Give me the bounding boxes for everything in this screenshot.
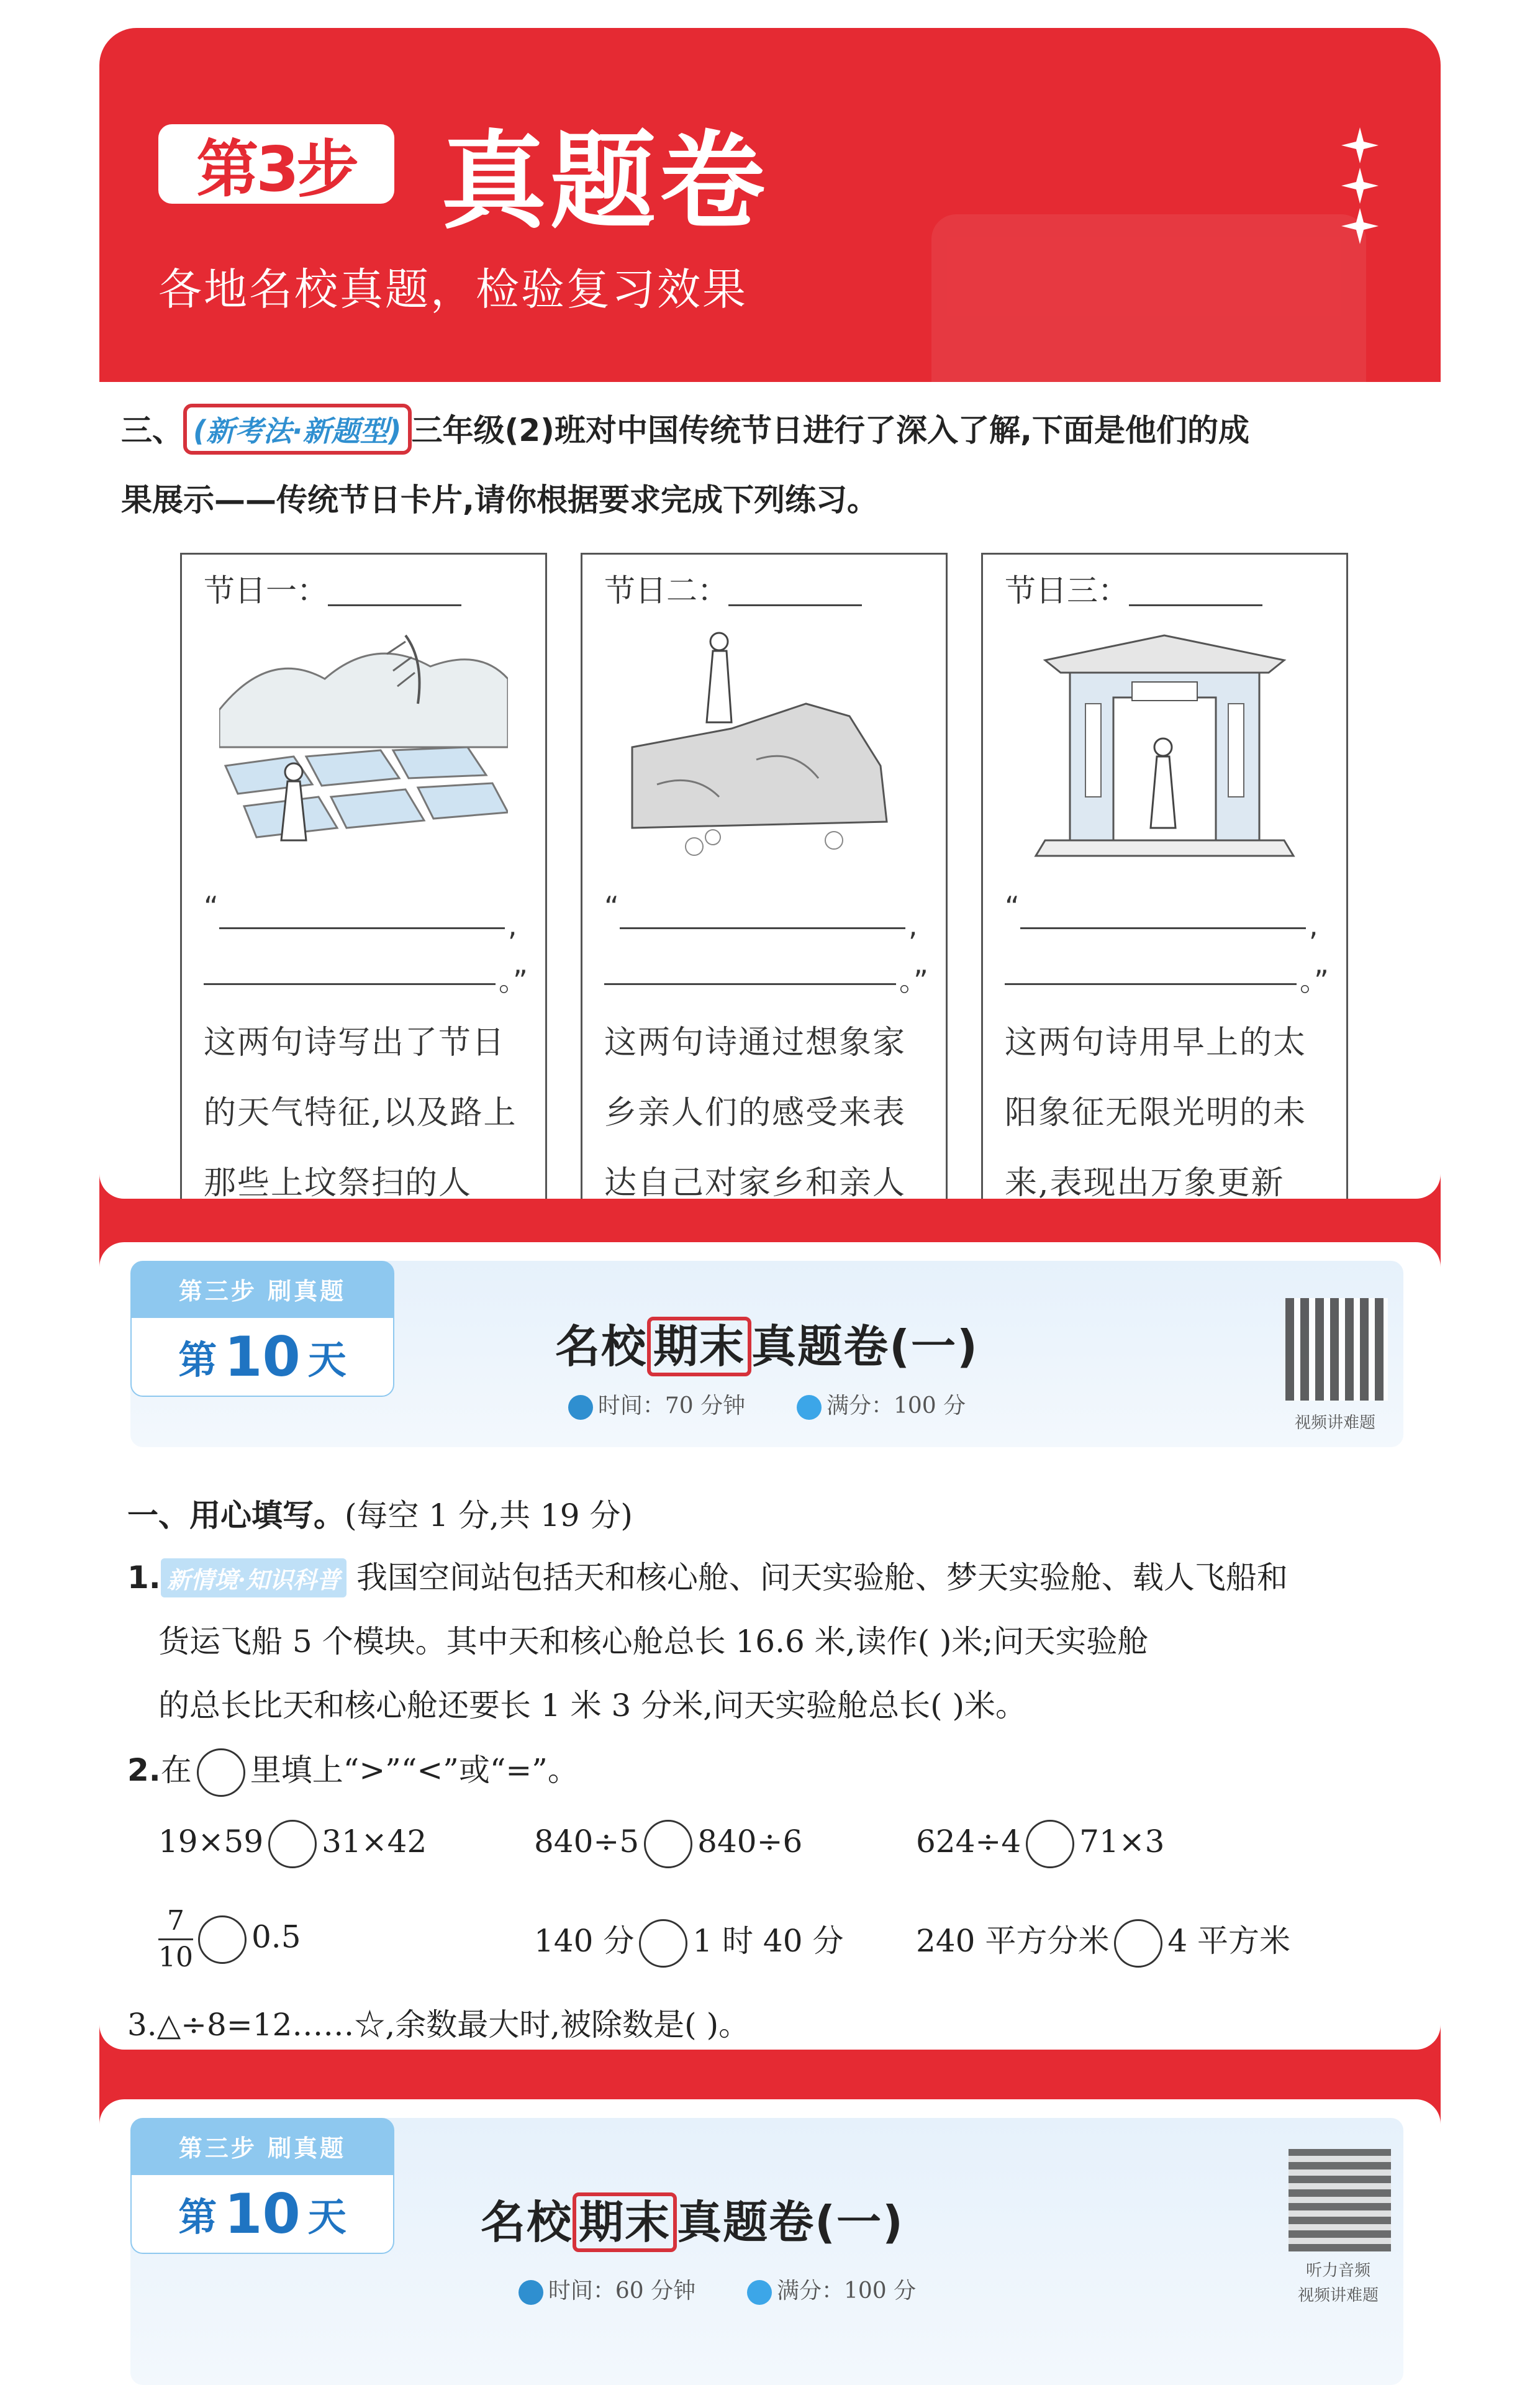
exam-meta: 时间：70 分钟 满分：100 分: [130, 1388, 1403, 1420]
compare-circle[interactable]: [639, 1919, 687, 1968]
clock-icon: [519, 2280, 543, 2305]
festival-description: 这两句诗写出了节日的天气特征,以及路上那些上坟祭扫的人: [204, 1024, 517, 1199]
question-1-line2: 货运飞船 5 个模块。其中天和核心舱总长 16.6 米,读作( )米;问天实验舱: [158, 1624, 1149, 1660]
step-label: 第三步 刷真题: [130, 2118, 394, 2174]
compare-item: 840÷5 840÷6: [534, 1820, 802, 1868]
exam-title: 名校 期末 真题卷(一): [130, 1311, 1403, 1375]
sparkle-icon: [1335, 124, 1385, 248]
festival-description: 这两句诗用早上的太阳象征无限光明的未来,表现出万象更新: [1005, 1024, 1307, 1199]
step-label: 第三步 刷真题: [130, 1261, 394, 1317]
festival-description: 这两句诗通过想象家乡亲人们的感受来表达自己对家乡和亲人: [604, 1024, 907, 1199]
hero-subtitle: 各地名校真题，检验复习效果: [158, 264, 748, 315]
poem-blank-1[interactable]: [219, 927, 505, 929]
question-intro-line1: 三、 (新考法·新题型) 三年级(2)班对中国传统节日进行了深入了解,下面是他们的成: [121, 404, 1249, 455]
poem-blank-2[interactable]: [604, 983, 896, 985]
exam-paper-card-1: [99, 1242, 1441, 2050]
answer-blank[interactable]: [1129, 604, 1262, 606]
day-number: 第 10 天: [130, 2174, 394, 2254]
compare-circle[interactable]: [268, 1820, 317, 1868]
question-3: 3.△÷8=12……☆,余数最大时,被除数是( )。: [127, 2007, 750, 2043]
compare-circle[interactable]: [1114, 1919, 1162, 1968]
question-1-line3: 的总长比天和核心舱还要长 1 米 3 分米,问天实验舱总长( )米。: [158, 1688, 1026, 1724]
qr-code-icon[interactable]: [1289, 2149, 1391, 2251]
answer-blank[interactable]: [728, 604, 862, 606]
festival-card-3: 节日三： “ , 。” 这两句诗用早上的太阳象征无限光明的未来,表现出万象更新: [981, 553, 1348, 1199]
compare-item: 240 平方分米 4 平方米: [916, 1916, 1290, 1968]
compare-circle: [197, 1748, 245, 1797]
compare-item: 624÷4 71×3: [916, 1820, 1164, 1868]
compare-item: 140 分 1 时 40 分: [534, 1916, 843, 1968]
exam-header: [130, 2118, 1403, 2385]
person-icon: [747, 2280, 772, 2305]
exam-meta: 时间：60 分钟 满分：100 分: [99, 2273, 1354, 2305]
person-icon: [797, 1395, 822, 1420]
festival-question-card: [99, 382, 1441, 1199]
clock-icon: [568, 1395, 593, 1420]
qr-caption: 听力音频: [1305, 2261, 1370, 2280]
qingming-illustration: [219, 623, 508, 862]
question-intro-line2: 果展示——传统节日卡片,请你根据要求完成下列练习。: [121, 482, 878, 518]
poem-blank-1[interactable]: [1020, 927, 1306, 929]
festival-card-2: 节日二： “ , 。” 这两句诗通过想象家乡亲人们的感受来表达自己对家乡和亲人: [581, 553, 948, 1199]
qr-caption: 视频讲难题: [1294, 1414, 1375, 1432]
exam-header: [130, 1261, 1403, 1447]
compare-circle[interactable]: [1026, 1820, 1074, 1868]
new-question-type-tag: (新考法·新题型): [183, 404, 412, 455]
day-number: 第 10 天: [130, 1317, 394, 1397]
compare-circle[interactable]: [198, 1915, 247, 1964]
exam-title: 名校 期末 真题卷(一): [99, 2186, 1329, 2251]
compare-item: 19×59 31×42: [158, 1820, 427, 1868]
exam-paper-card-2: [99, 2099, 1441, 2385]
festival-label: 节日一：: [204, 573, 328, 609]
poem-blank-2[interactable]: [1005, 983, 1297, 985]
context-tag: 新情境·知识科普: [161, 1558, 346, 1597]
qr-code-icon[interactable]: [1285, 1298, 1388, 1401]
mountain-climbing-illustration: [620, 623, 908, 862]
poem-blank-1[interactable]: [620, 927, 905, 929]
poem-blank-2[interactable]: [204, 983, 496, 985]
festival-card-1: 节日一： “ , 。” 这两句诗写出了节日的天气特征,以及路上那些上坟祭扫的人: [180, 553, 547, 1199]
step-badge: 第3步: [158, 124, 394, 204]
question-2-prompt: 2.在 里填上“>”“<”或“=”。: [127, 1745, 579, 1797]
fraction: $\frac{7}{10}$: [158, 1905, 193, 1973]
hero-title: 真题卷: [441, 120, 769, 243]
question-1-line1: 1. 新情境·知识科普 我国空间站包括天和核心舱、问天实验舱、梦天实验舱、载人飞船和: [127, 1553, 1288, 1597]
festival-label: 节日三：: [1005, 573, 1129, 609]
qr-caption: 视频讲难题: [1297, 2286, 1379, 2305]
compare-circle[interactable]: [644, 1820, 692, 1868]
spring-festival-illustration: [1020, 623, 1309, 862]
compare-item: $\frac{7}{10}$ 0.5: [158, 1904, 301, 1975]
festival-label: 节日二：: [604, 573, 728, 609]
answer-blank[interactable]: [328, 604, 461, 606]
section-heading: 一、用心填写。(每空 1 分,共 19 分): [127, 1497, 633, 1533]
highlighted-term: 期末: [647, 1317, 751, 1376]
highlighted-term: 期末: [573, 2192, 677, 2252]
